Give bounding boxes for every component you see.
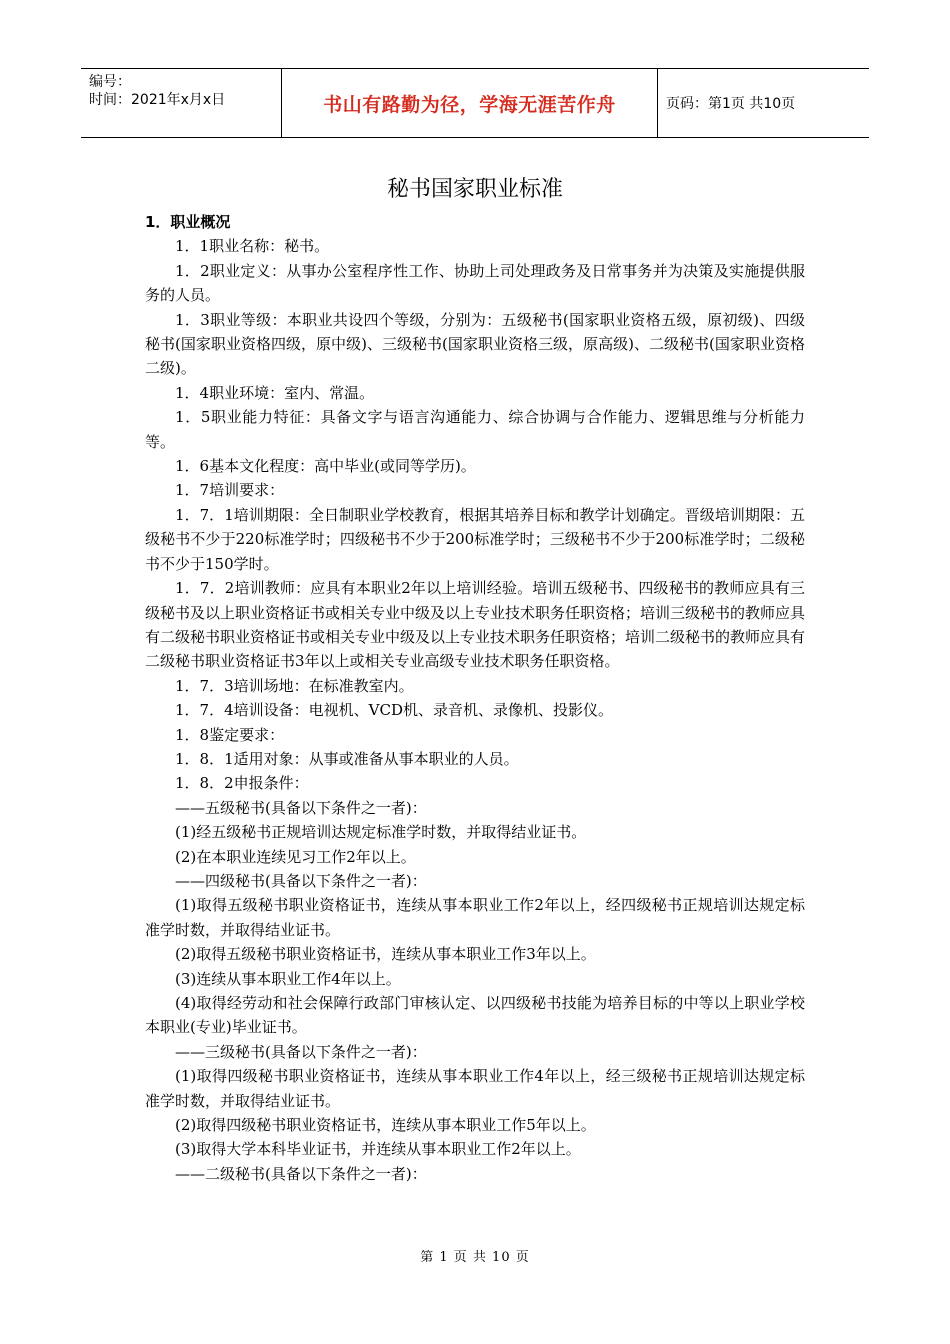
paragraph: ——二级秘书(具备以下条件之一者)： bbox=[175, 1164, 427, 1183]
document-title: 秘书国家职业标准 bbox=[386, 177, 563, 202]
paragraph: 1．7培训要求： bbox=[175, 481, 285, 500]
document-date-label: 时间：2021年x月x日 bbox=[89, 92, 226, 108]
paragraph: ——四级秘书(具备以下条件之一者)： bbox=[175, 871, 427, 890]
paragraph: (3)取得大学本科毕业证书，并连续从事本职业工作2年以上。 bbox=[175, 1140, 581, 1159]
header-meta-cell bbox=[81, 69, 282, 137]
paragraph: (1)取得四级秘书职业资格证书，连续从事本职业工作4年以上，经三级秘书正规培训达规定标准学时数，并取得结业证书。 bbox=[145, 1067, 805, 1110]
header-page-number: 页码：第1页 共10页 bbox=[666, 96, 796, 112]
paragraph: 1．3职业等级：本职业共设四个等级，分别为：五级秘书(国家职业资格五级，原初级)、四级秘书(国家职业资格四级，原中级)、三级秘书(国家职业资格三级，原高级)、二级秘书(国家职业资格二级)。 bbox=[145, 310, 805, 378]
paragraph: 1．8鉴定要求： bbox=[175, 725, 285, 744]
paragraph: 1．5职业能力特征：具备文字与语言沟通能力、综合协调与合作能力、逻辑思维与分析能力等。 bbox=[145, 408, 805, 451]
header-table bbox=[81, 68, 869, 138]
paragraph: (2)取得四级秘书职业资格证书，连续从事本职业工作5年以上。 bbox=[175, 1116, 596, 1135]
paragraph: ——五级秘书(具备以下条件之一者)： bbox=[175, 798, 427, 817]
paragraph: (2)取得五级秘书职业资格证书，连续从事本职业工作3年以上。 bbox=[175, 945, 596, 964]
paragraph: (3)连续从事本职业工作4年以上。 bbox=[175, 969, 401, 988]
paragraph: (1)取得五级秘书职业资格证书，连续从事本职业工作2年以上，经四级秘书正规培训达规定标准学时数，并取得结业证书。 bbox=[145, 896, 805, 939]
paragraph: 1．4职业环境：室内、常温。 bbox=[175, 383, 375, 402]
paragraph: 1．7．2培训教师：应具有本职业2年以上培训经验。培训五级秘书、四级秘书的教师应具有三级秘书及以上职业资格证书或相关专业中级及以上专业技术职务任职资格；培训三级秘书的教师应具有二级秘书职业资格证书或相关专业中级及以上专业技术职务任职资格；培训二级秘书的教师应具有二级秘书职业资格证书3年以上或相关专业高级专业技术职务任职资格。 bbox=[145, 579, 806, 671]
paragraph: 1．8．1适用对象：从事或准备从事本职业的人员。 bbox=[175, 749, 519, 768]
paragraph: 1．6基本文化程度：高中毕业(或同等学历)。 bbox=[175, 457, 476, 476]
paragraph: 1．1职业名称：秘书。 bbox=[175, 237, 330, 256]
document-number-label: 编号： bbox=[89, 74, 131, 90]
paragraph: (4)取得经劳动和社会保障行政部门审核认定、以四级秘书技能为培养目标的中等以上职业学校本职业(专业)毕业证书。 bbox=[145, 994, 805, 1037]
paragraph: 1．7．3培训场地：在标准教室内。 bbox=[175, 676, 414, 695]
paragraph: 1．8．2申报条件： bbox=[175, 774, 309, 793]
section-heading: 1．职业概况 bbox=[145, 213, 231, 231]
header-motto: 书山有路勤为径，学海无涯苦作舟 bbox=[282, 69, 658, 137]
paragraph: 1．2职业定义：从事办公室程序性工作、协助上司处理政务及日常事务并为决策及实施提供服务的人员。 bbox=[145, 261, 805, 305]
paragraph: 1．7．1培训期限：全日制职业学校教育，根据其培养目标和教学计划确定。晋级培训期限：五级秘书不少于220标准学时；四级秘书不少于200标准学时；三级秘书不少于200标准学时；二级秘书不少于150学时。 bbox=[145, 505, 805, 573]
paragraph: (1)经五级秘书正规培训达规定标准学时数，并取得结业证书。 bbox=[175, 823, 587, 842]
document-body bbox=[145, 210, 805, 1186]
paragraph: 1．7．4培训设备：电视机、VCD机、录音机、录像机、投影仪。 bbox=[175, 701, 613, 720]
paragraph: (2)在本职业连续见习工作2年以上。 bbox=[175, 847, 416, 866]
footer-page-number: 第 1 页 共 10 页 bbox=[420, 1250, 530, 1265]
paragraph: ——三级秘书(具备以下条件之一者)： bbox=[175, 1042, 427, 1061]
